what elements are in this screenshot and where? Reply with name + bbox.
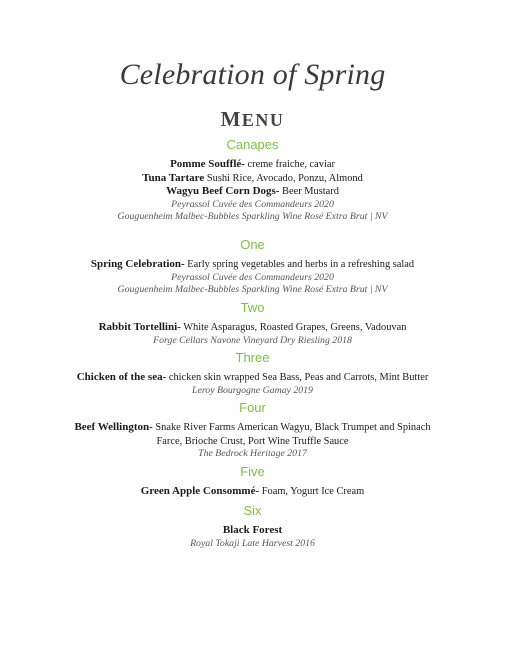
dish-line	[0, 524, 505, 538]
dish-name: Tuna Tartare	[142, 171, 205, 184]
dish-line	[0, 371, 505, 385]
course-heading: Three	[235, 350, 270, 365]
menu-heading	[0, 107, 505, 132]
dish-description: creme fraiche, caviar	[244, 159, 335, 170]
dish-line	[0, 485, 505, 499]
dish-name: Beef Wellington-	[74, 421, 153, 433]
menu-title: Celebration of Spring	[119, 58, 386, 91]
dish-name: Rabbit Tortellini-	[98, 321, 181, 333]
course-section-two	[0, 300, 505, 347]
dish-description: Farce, Brioche Crust, Port Wine Truffle Sauce	[156, 435, 349, 447]
course-section-three	[0, 350, 505, 397]
dish-description: Foam, Yogurt Ice Cream	[259, 486, 365, 497]
course-section-four	[0, 400, 505, 461]
wine-pairing: The Bedrock Heritage 2017	[198, 448, 307, 459]
dish-name: Spring Celebration-	[90, 258, 185, 270]
dish-name: Chicken of the sea-	[76, 371, 167, 383]
menu-heading-initial: M	[220, 107, 242, 131]
dish-line	[0, 421, 505, 435]
wine-pairing: Peyrassol Cuvée des Commandeurs 2020	[171, 198, 334, 210]
dish-description: White Asparagus, Roasted Grapes, Greens, Vadouvan	[180, 322, 407, 333]
dish-line	[0, 435, 505, 449]
course-section-five	[0, 464, 505, 499]
course-section-canapes	[0, 137, 505, 224]
dish-name: Green Apple Consommé-	[140, 485, 260, 497]
course-heading: Two	[240, 300, 265, 315]
dish-line	[0, 185, 505, 199]
dish-description: Beer Mustard	[279, 186, 339, 197]
dish-description: Early spring vegetables and herbs in a refreshing salad	[184, 259, 415, 270]
dish-name: Black Forest	[222, 524, 283, 536]
dish-description: chicken skin wrapped Sea Bass, Peas and Carrots, Mint Butter	[166, 372, 429, 383]
wine-pairing: Royal Tokaji Late Harvest 2016	[190, 537, 315, 549]
wine-pairing: Leroy Bourgogne Gamay 2019	[192, 384, 313, 396]
course-heading: Six	[243, 503, 262, 518]
course-heading: Five	[240, 464, 265, 479]
dish-line	[0, 258, 505, 272]
dish-name: Pomme Soufflé-	[170, 158, 245, 170]
course-heading: Canapes	[226, 137, 279, 152]
dish-description: Sushi Rice, Avocado, Ponzu, Almond	[204, 172, 363, 184]
wine-pairing: Forge Cellars Navone Vineyard Dry Riesling 2018	[153, 334, 352, 346]
dish-line	[0, 321, 505, 335]
dish-description: Snake River Farms American Wagyu, Black Trumpet and Spinach	[152, 422, 431, 433]
dish-name: Wagyu Beef Corn Dogs-	[166, 185, 280, 197]
menu-heading-rest: ENU	[241, 110, 285, 130]
course-heading: One	[240, 237, 265, 252]
course-section-one	[0, 237, 505, 297]
dish-line	[0, 158, 505, 172]
dish-line	[0, 172, 505, 186]
wine-pairing: Gouguenheim Malbec-Bubbles Sparkling Wine Rosé Extra Brut | NV	[117, 211, 388, 222]
course-section-six	[0, 503, 505, 550]
wine-pairing: Peyrassol Cuvée des Commandeurs 2020	[171, 271, 334, 283]
course-heading: Four	[239, 400, 266, 415]
wine-pairing: Gouguenheim Malbec-Bubbles Sparkling Wine Rosé Extra Brut | NV	[117, 284, 388, 295]
